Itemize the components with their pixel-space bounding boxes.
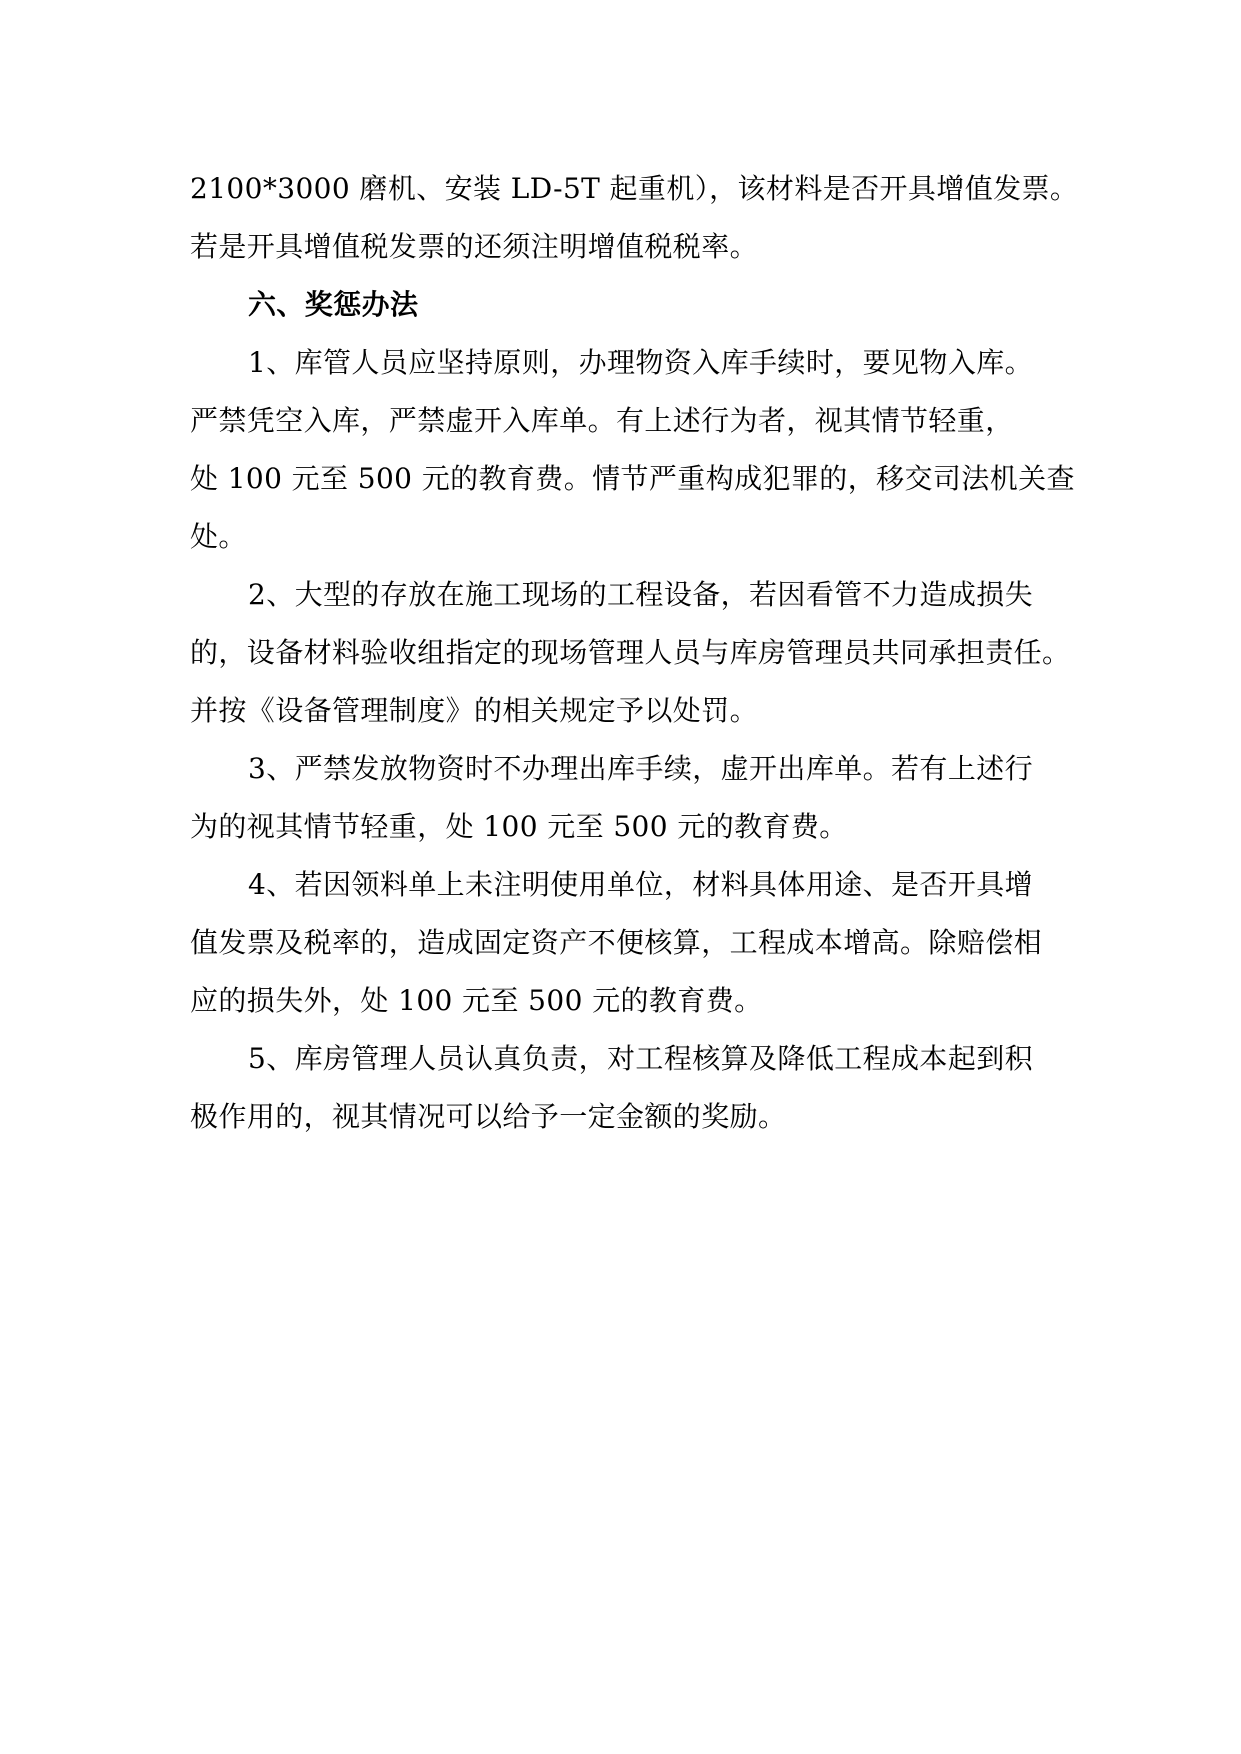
item-4-line-3: 应的损失外，处 100 元至 500 元的教育费。 [190,984,763,1017]
paragraph-continuation-line-2: 若是开具增值税发票的还须注明增值税税率。 [190,230,759,263]
item-4-line-2: 值发票及税率的，造成固定资产不便核算，工程成本增高。除赔偿相 [190,926,1043,959]
item-2-line-3: 并按《设备管理制度》的相关规定予以处罚。 [190,694,759,727]
item-3-line-2: 为的视其情节轻重，处 100 元至 500 元的教育费。 [190,810,848,843]
item-1-line-3: 处 100 元至 500 元的教育费。情节严重构成犯罪的，移交司法机关查 [190,462,1075,495]
section-heading: 六、奖惩办法 [248,288,419,321]
item-1-line-2: 严禁凭空入库，严禁虚开入库单。有上述行为者，视其情节轻重， [190,404,1014,437]
item-1-line-1: 1、库管人员应坚持原则，办理物资入库手续时，要见物入库。 [248,346,1034,379]
document-body [190,160,1079,1146]
paragraph-continuation-line-1: 2100*3000 磨机、安装 LD-5T 起重机），该材料是否开具增值发票。 [190,172,1079,205]
item-2-line-2: 的，设备材料验收组指定的现场管理人员与库房管理员共同承担责任。 [190,636,1071,669]
item-5-line-2: 极作用的，视其情况可以给予一定金额的奖励。 [190,1100,787,1133]
item-4-line-1: 4、若因领料单上未注明使用单位，材料具体用途、是否开具增 [248,868,1034,901]
item-3-line-1: 3、严禁发放物资时不办理出库手续，虚开出库单。若有上述行 [248,752,1034,785]
item-5-line-1: 5、库房管理人员认真负责，对工程核算及降低工程成本起到积 [248,1042,1034,1075]
item-1-line-4: 处。 [190,520,247,553]
item-2-line-1: 2、大型的存放在施工现场的工程设备，若因看管不力造成损失 [248,578,1034,611]
